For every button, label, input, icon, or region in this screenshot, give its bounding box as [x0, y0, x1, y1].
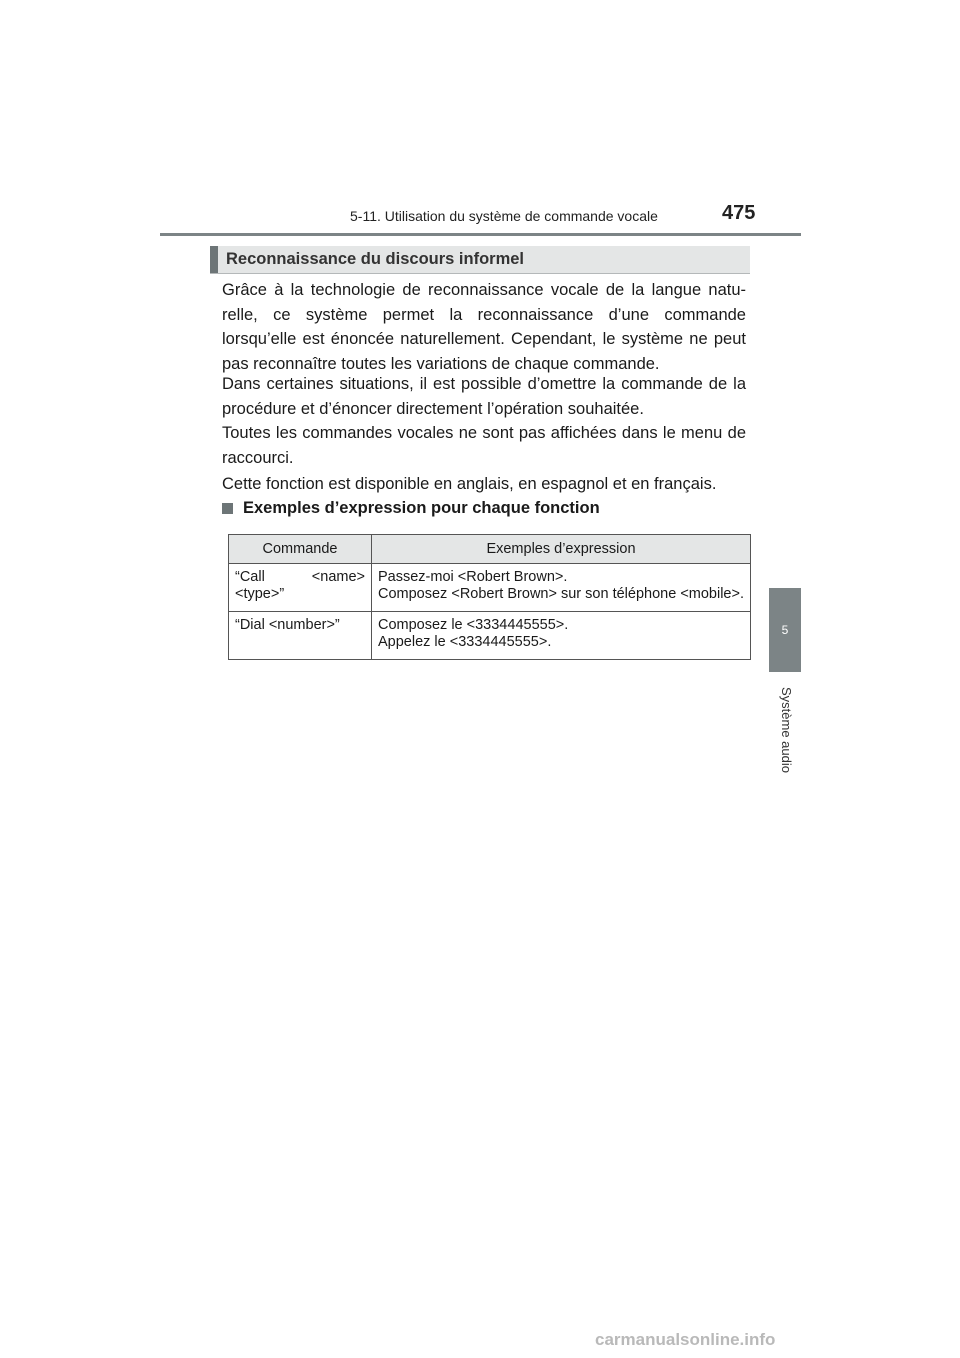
subheading [222, 499, 600, 518]
paragraph: Dans certaines situations, il est possible d’omettre la commande de la procédure et d’énoncer directement l’opération souhaitée. [222, 375, 746, 418]
table-row [229, 564, 751, 612]
watermark: carmanualsonline.info [595, 1330, 776, 1349]
example-line: Passez-moi <Robert Brown>. [378, 569, 568, 585]
paragraph: Toutes les commandes vocales ne sont pas affichées dans le menu de raccourci. [222, 424, 746, 467]
example-line: Appelez le <3334445555>. [378, 634, 552, 650]
table-row [229, 612, 751, 660]
example-line: Composez <Robert Brown> sur son téléphone <mobile>. [378, 586, 744, 602]
square-bullet-icon [222, 503, 233, 514]
examples-cell [372, 612, 751, 660]
chapter-label: Système audio [779, 687, 794, 773]
expression-table [228, 534, 751, 660]
subheading-text: Exemples d’expression pour chaque fonction [243, 499, 600, 517]
section-header-bar [210, 246, 218, 273]
header-rule [160, 233, 801, 236]
command-cell: “Dial <number>” [229, 612, 372, 660]
table-header-row [229, 535, 751, 564]
header-section-title: 5-11. Utilisation du système de commande vocale [350, 208, 658, 224]
paragraph: Grâce à la technologie de reconnaissance vocale de la langue natu-relle, ce système permet la reconnaissance d’une commande lorsqu’elle est énoncée naturellement. Cependant, le système ne peut pas reconnaître toutes les variations de chaque commande. [222, 281, 746, 373]
column-header-examples: Exemples d’expression [372, 535, 751, 564]
column-header-command: Commande [229, 535, 372, 564]
examples-cell [372, 564, 751, 612]
page-number: 475 [722, 202, 756, 224]
paragraph: Cette fonction est disponible en anglais, en espagnol et en français. [222, 475, 717, 493]
section-title: Reconnaissance du discours informel [226, 250, 524, 268]
section-header [210, 246, 750, 274]
example-line: Composez le <3334445555>. [378, 617, 569, 633]
chapter-number: 5 [781, 623, 789, 637]
command-cell: “Call <name> <type>” [229, 564, 372, 612]
